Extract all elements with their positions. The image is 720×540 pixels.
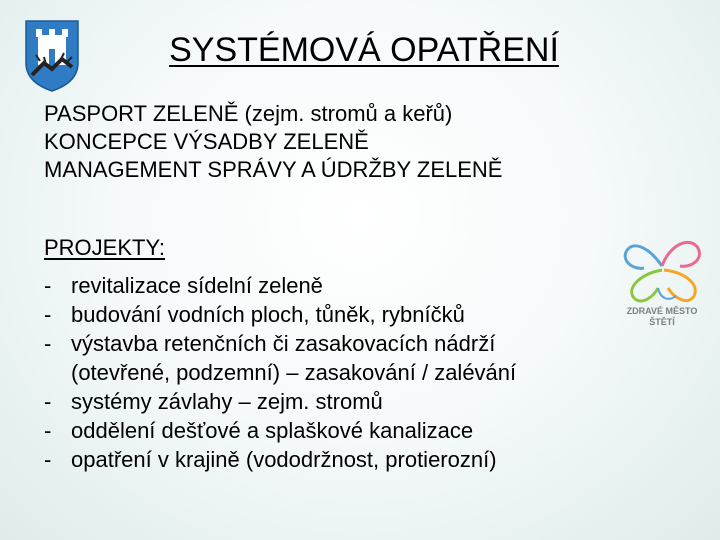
- list-item: - revitalizace sídelní zeleně: [44, 271, 516, 300]
- intro-line: PASPORT ZELENĚ (zejm. stromů a keřů): [44, 101, 453, 126]
- healthy-city-logo-icon: [618, 226, 706, 346]
- list-item: - opatření v krajině (vododržnost, protierozní): [44, 445, 516, 474]
- page-title: SYSTÉMOVÁ OPATŘENÍ: [169, 31, 559, 69]
- logo-line-1: ZDRAVÉ MĚSTO: [626, 306, 698, 316]
- list-item: - oddělení dešťové a splaškové kanalizace: [44, 416, 516, 445]
- list-item-continuation: (otevřené, podzemní) – zasakování / zalévání: [71, 360, 517, 385]
- list-item: - systémy závlahy – zejm. stromů: [44, 387, 516, 416]
- intro-line: KONCEPCE VÝSADBY ZELENĚ: [44, 129, 369, 154]
- projects-list: [44, 271, 516, 474]
- projects-heading: PROJEKTY:: [44, 235, 166, 260]
- list-item: - budování vodních ploch, tůněk, rybníčků: [44, 300, 516, 329]
- list-item: - výstavba retenčních či zasakovacích nádrží (otevřené, podzemní) – zasakování / zalévání: [44, 329, 516, 387]
- logo-text: [612, 306, 712, 328]
- intro-lines: [44, 100, 502, 184]
- logo-line-2: ŠTĚTÍ: [649, 317, 675, 327]
- intro-line: MANAGEMENT SPRÁVY A ÚDRŽBY ZELENĚ: [44, 157, 503, 182]
